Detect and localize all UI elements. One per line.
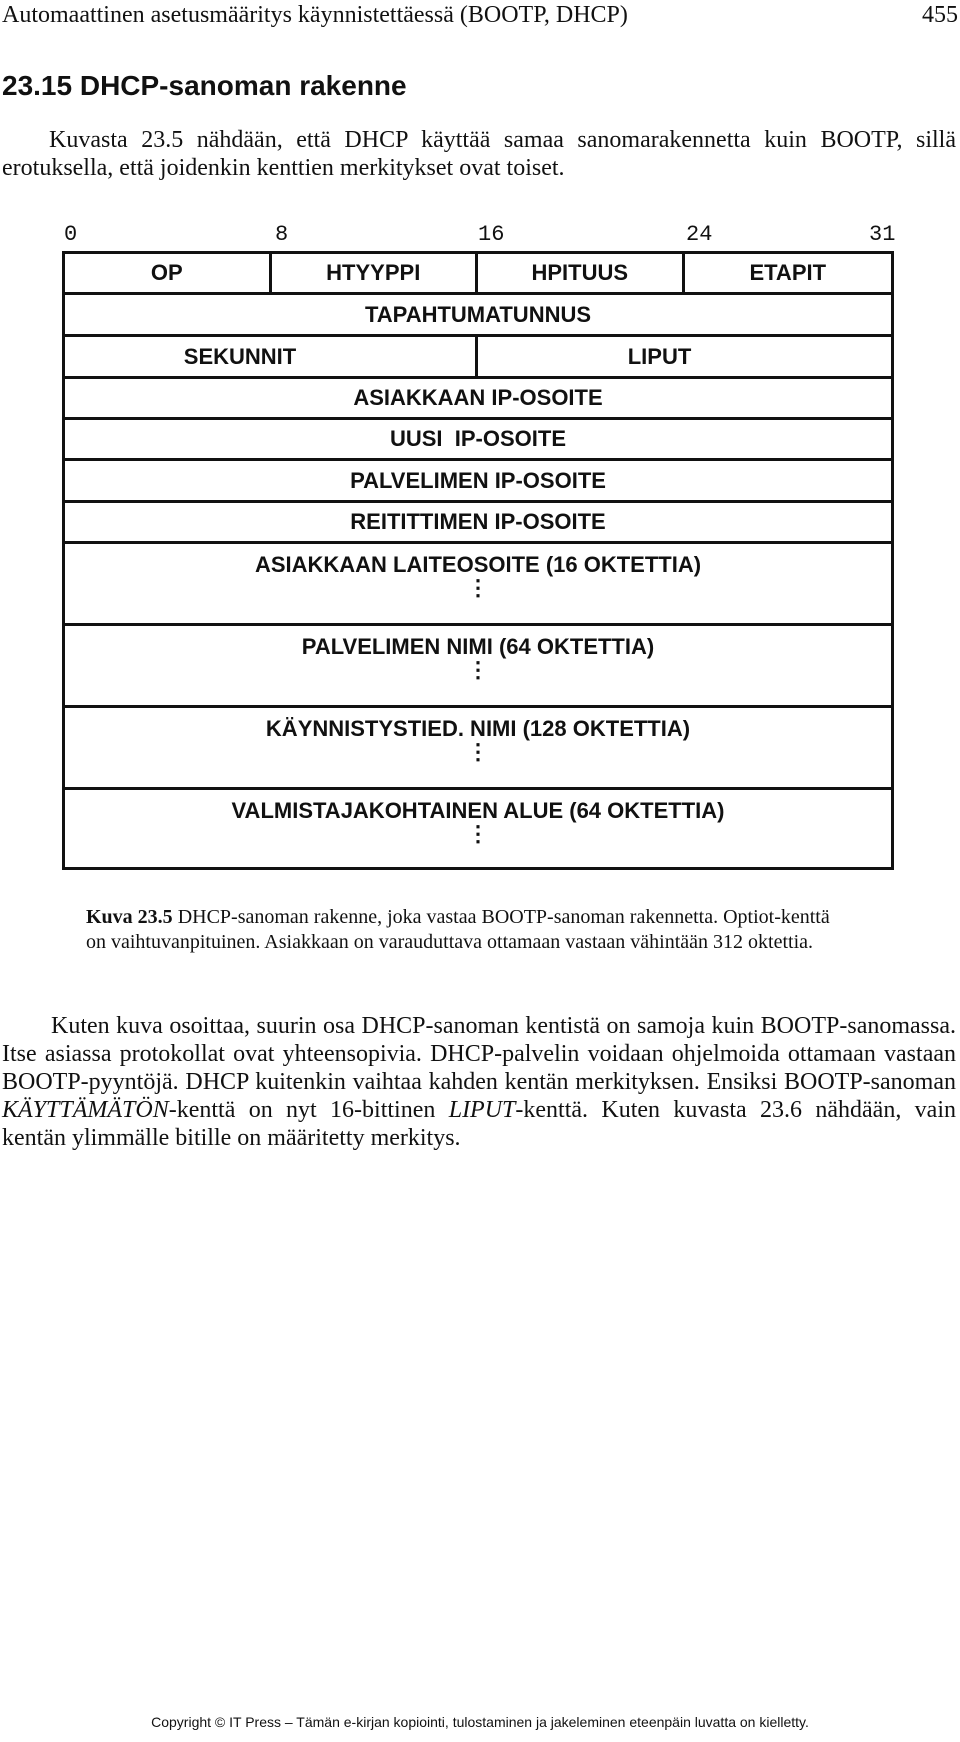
diagram-row-2 [65, 295, 891, 337]
diagram-row-7 [65, 503, 891, 544]
field-htyyppi: HTYYPPI [272, 254, 479, 292]
field-uusi-ip-osoite: UUSI IP-OSOITE [389, 426, 567, 451]
field-palvelimen-nimi: PALVELIMEN NIMI (64 OKTETTIA) [301, 634, 655, 659]
continuation-dots: ⋮ [467, 739, 489, 764]
caption-text: DHCP-sanoman rakenne, joka vastaa BOOTP-sanoman rakennetta. Optiot-kenttä on vaihtuvanpituinen. Asiakkaan on varauduttava ottamaan vastaan vähintään 312 oktettia. [86, 906, 830, 953]
field-liput-label: LIPUT [627, 343, 692, 369]
running-title: Automaattinen asetusmääritys käynnistettäessä (BOOTP, DHCP) [2, 2, 628, 28]
field-hpituus: HPITUUS [478, 254, 685, 292]
field-kaynnistystied-nimi: KÄYNNISTYSTIED. NIMI (128 OKTETTIA) [265, 716, 691, 741]
body-text-1: Kuten kuva osoittaa, suurin osa DHCP-sanoman kentistä on samoja kuin BOOTP-sanomassa. Itse asiassa protokollat ovat yhteensopivia. DHCP-palvelin voidaan ohjelmoida ottamaan vastaan BOOTP-pyyntöjä. DHCP kuitenkin vaihtaa kahden kentän merkityksen. Ensiksi BOOTP-sanoman [2, 1013, 956, 1095]
field-liput [478, 337, 891, 376]
field-valmistajakohtainen-alue: VALMISTAJAKOHTAINEN ALUE (64 OKTETTIA) [231, 798, 725, 823]
diagram-row-8 [65, 544, 891, 626]
copyright-footer: Copyright © IT Press – Tämän e-kirjan kopiointi, tulostaminen ja jakeleminen eteenpäin luvatta on kielletty. [151, 1714, 809, 1730]
diagram-row-1 [65, 254, 891, 295]
page-header [0, 0, 960, 34]
diagram-row-10 [65, 708, 891, 790]
field-etapit: ETAPIT [749, 260, 827, 285]
body-emphasis-liput: LIPUT [448, 1097, 516, 1123]
field-asiakkaan-laiteosoite: ASIAKKAAN LAITEOSOITE (16 OKTETTIA) [254, 552, 702, 577]
continuation-dots: ⋮ [467, 821, 489, 846]
field-palvelimen-ip-osoite: PALVELIMEN IP-OSOITE [350, 467, 606, 493]
bit-label-8: 8 [275, 222, 289, 247]
body-text-2: -kenttä on nyt 16-bittinen [168, 1097, 449, 1123]
bit-label-16: 16 [478, 222, 505, 247]
field-op: OP [65, 254, 272, 292]
dhcp-message-diagram [62, 251, 894, 870]
field-tapahtumatunnus: TAPAHTUMATUNNUS [364, 301, 592, 327]
diagram-row-11 [65, 790, 891, 867]
figure-caption [86, 905, 846, 955]
field-sekunnit [65, 337, 478, 376]
page-number: 455 [922, 2, 958, 28]
diagram-row-3 [65, 337, 891, 379]
body-emphasis-kayttamaton: KÄYTTÄMÄTÖN [2, 1097, 169, 1123]
continuation-dots: ⋮ [467, 575, 489, 600]
continuation-dots: ⋮ [467, 657, 489, 682]
diagram-row-4 [65, 379, 891, 420]
intro-paragraph: Kuvasta 23.5 nähdään, että DHCP käyttää samaa sanomarakennetta kuin BOOTP, sillä erotuksella, että joidenkin kenttien merkitykset ovat toiset. [2, 127, 956, 181]
caption-label: Kuva 23.5 [86, 906, 173, 928]
bit-label-0: 0 [64, 222, 78, 247]
bit-ruler [0, 222, 960, 250]
bit-label-31: 31 [869, 222, 896, 247]
diagram-row-5 [65, 420, 891, 461]
body-paragraph [2, 1012, 956, 1152]
bit-label-24: 24 [686, 222, 713, 247]
diagram-row-6 [65, 461, 891, 503]
field-asiakkaan-ip-osoite: ASIAKKAAN IP-OSOITE [353, 385, 603, 410]
field-reitittimen-ip-osoite: REITITTIMEN IP-OSOITE [350, 509, 606, 534]
body-text-3: -kenttä. Kuten kuvasta 23.6 nähdään, vain kentän ylimmälle bitille on määritetty merkitys. [2, 1097, 956, 1151]
section-heading: 23.15 DHCP-sanoman rakenne [2, 70, 407, 101]
diagram-row-9 [65, 626, 891, 708]
field-sekunnit-label: SEKUNNIT [183, 343, 297, 369]
